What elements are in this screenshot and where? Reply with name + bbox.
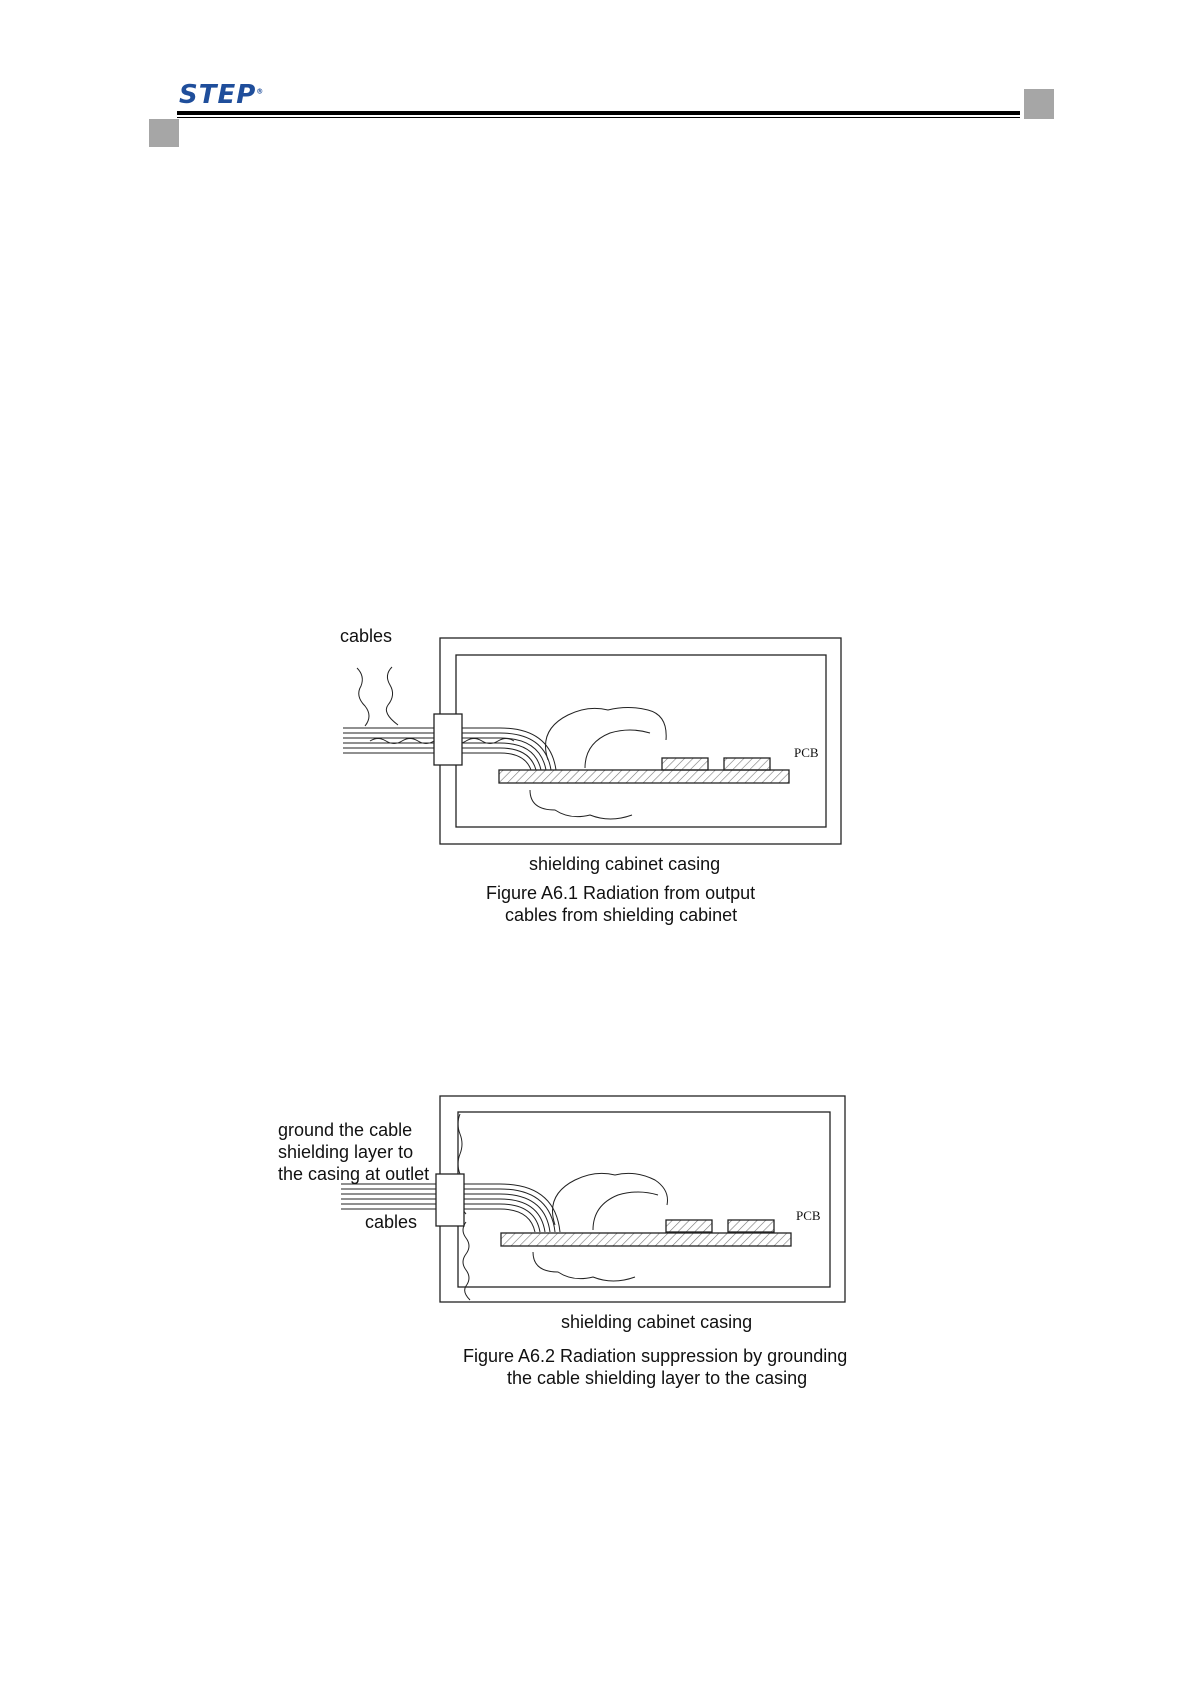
radiation-cloud-middle	[593, 1192, 658, 1230]
figure2-cables-label: cables	[365, 1212, 418, 1232]
figure2-caption-line1: Figure A6.2 Radiation suppression by grounding	[463, 1346, 848, 1366]
cable-gland	[436, 1174, 464, 1226]
registered-mark: ®	[256, 87, 265, 96]
ground-wire-lower	[463, 1222, 470, 1300]
figure2-caption-line2: the cable shielding layer to the casing	[507, 1368, 808, 1388]
figure1-cables-label: cables	[340, 626, 393, 646]
figure2-ground-label-line2: shielding layer to	[278, 1142, 414, 1162]
figure2-ground-label-line1: ground the cable	[278, 1120, 413, 1140]
figure1-caption-line1: Figure A6.1 Radiation from output	[486, 883, 756, 903]
pcb-chip-2	[728, 1220, 774, 1232]
figure1-pcb-label: PCB	[794, 745, 819, 760]
inner-cabinet	[458, 1112, 830, 1287]
radiation-cloud-lower	[533, 1252, 635, 1281]
figure1-caption-line2: cables from shielding cabinet	[505, 905, 738, 925]
figure2-ground-label-line3: the casing at outlet	[278, 1164, 430, 1184]
figure2-drawing	[341, 1096, 845, 1302]
logo-text: STEP	[179, 80, 257, 110]
pcb-chip-1	[666, 1220, 712, 1232]
figure2-casing-label: shielding cabinet casing	[561, 1312, 753, 1332]
figure1-casing-label: shielding cabinet casing	[529, 854, 721, 874]
pcb-board	[501, 1233, 791, 1246]
figure2-pcb-label: PCB	[796, 1208, 821, 1223]
